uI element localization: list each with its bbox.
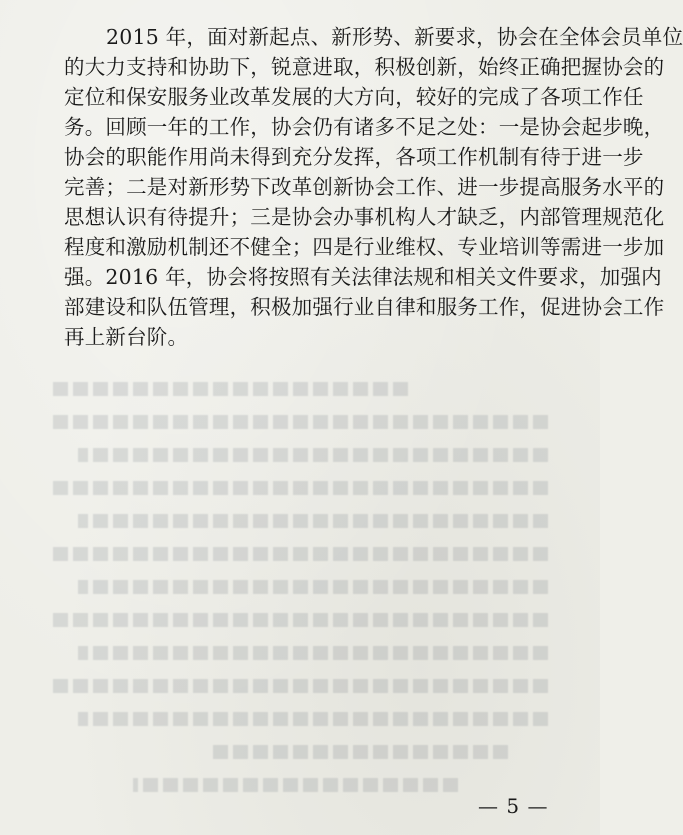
text-line: 务。回顾一年的工作，协会仍有诸多不足之处：一是协会起步晚， [64, 115, 665, 139]
text-line: 再上新台阶。 [64, 325, 189, 349]
text-line: 协会的职能作用尚未得到充分发挥，各项工作机制有待于进一步 [64, 145, 644, 169]
text-line: 2015 年，面对新起点、新形势、新要求，协会在全体会员单位 [106, 25, 683, 49]
reverse-side-bleed-through [48, 382, 548, 802]
page-number: — 5 — [478, 794, 549, 818]
text-line: 强。2016 年，协会将按照有关法律法规和相关文件要求，加强内 [64, 265, 662, 289]
text-line: 完善；二是对新形势下改革创新协会工作、进一步提高服务水平的 [64, 175, 665, 199]
text-line: 的大力支持和协助下，锐意进取，积极创新，始终正确把握协会的 [64, 55, 665, 79]
text-line: 定位和保安服务业改革发展的大方向，较好的完成了各项工作任 [64, 85, 644, 109]
body-paragraph [64, 22, 683, 352]
text-line: 部建设和队伍管理，积极加强行业自律和服务工作，促进协会工作 [64, 295, 665, 319]
text-line: 程度和激励机制还不健全；四是行业维权、专业培训等需进一步加 [64, 235, 665, 259]
text-line: 思想认识有待提升；三是协会办事机构人才缺乏，内部管理规范化 [64, 205, 665, 229]
